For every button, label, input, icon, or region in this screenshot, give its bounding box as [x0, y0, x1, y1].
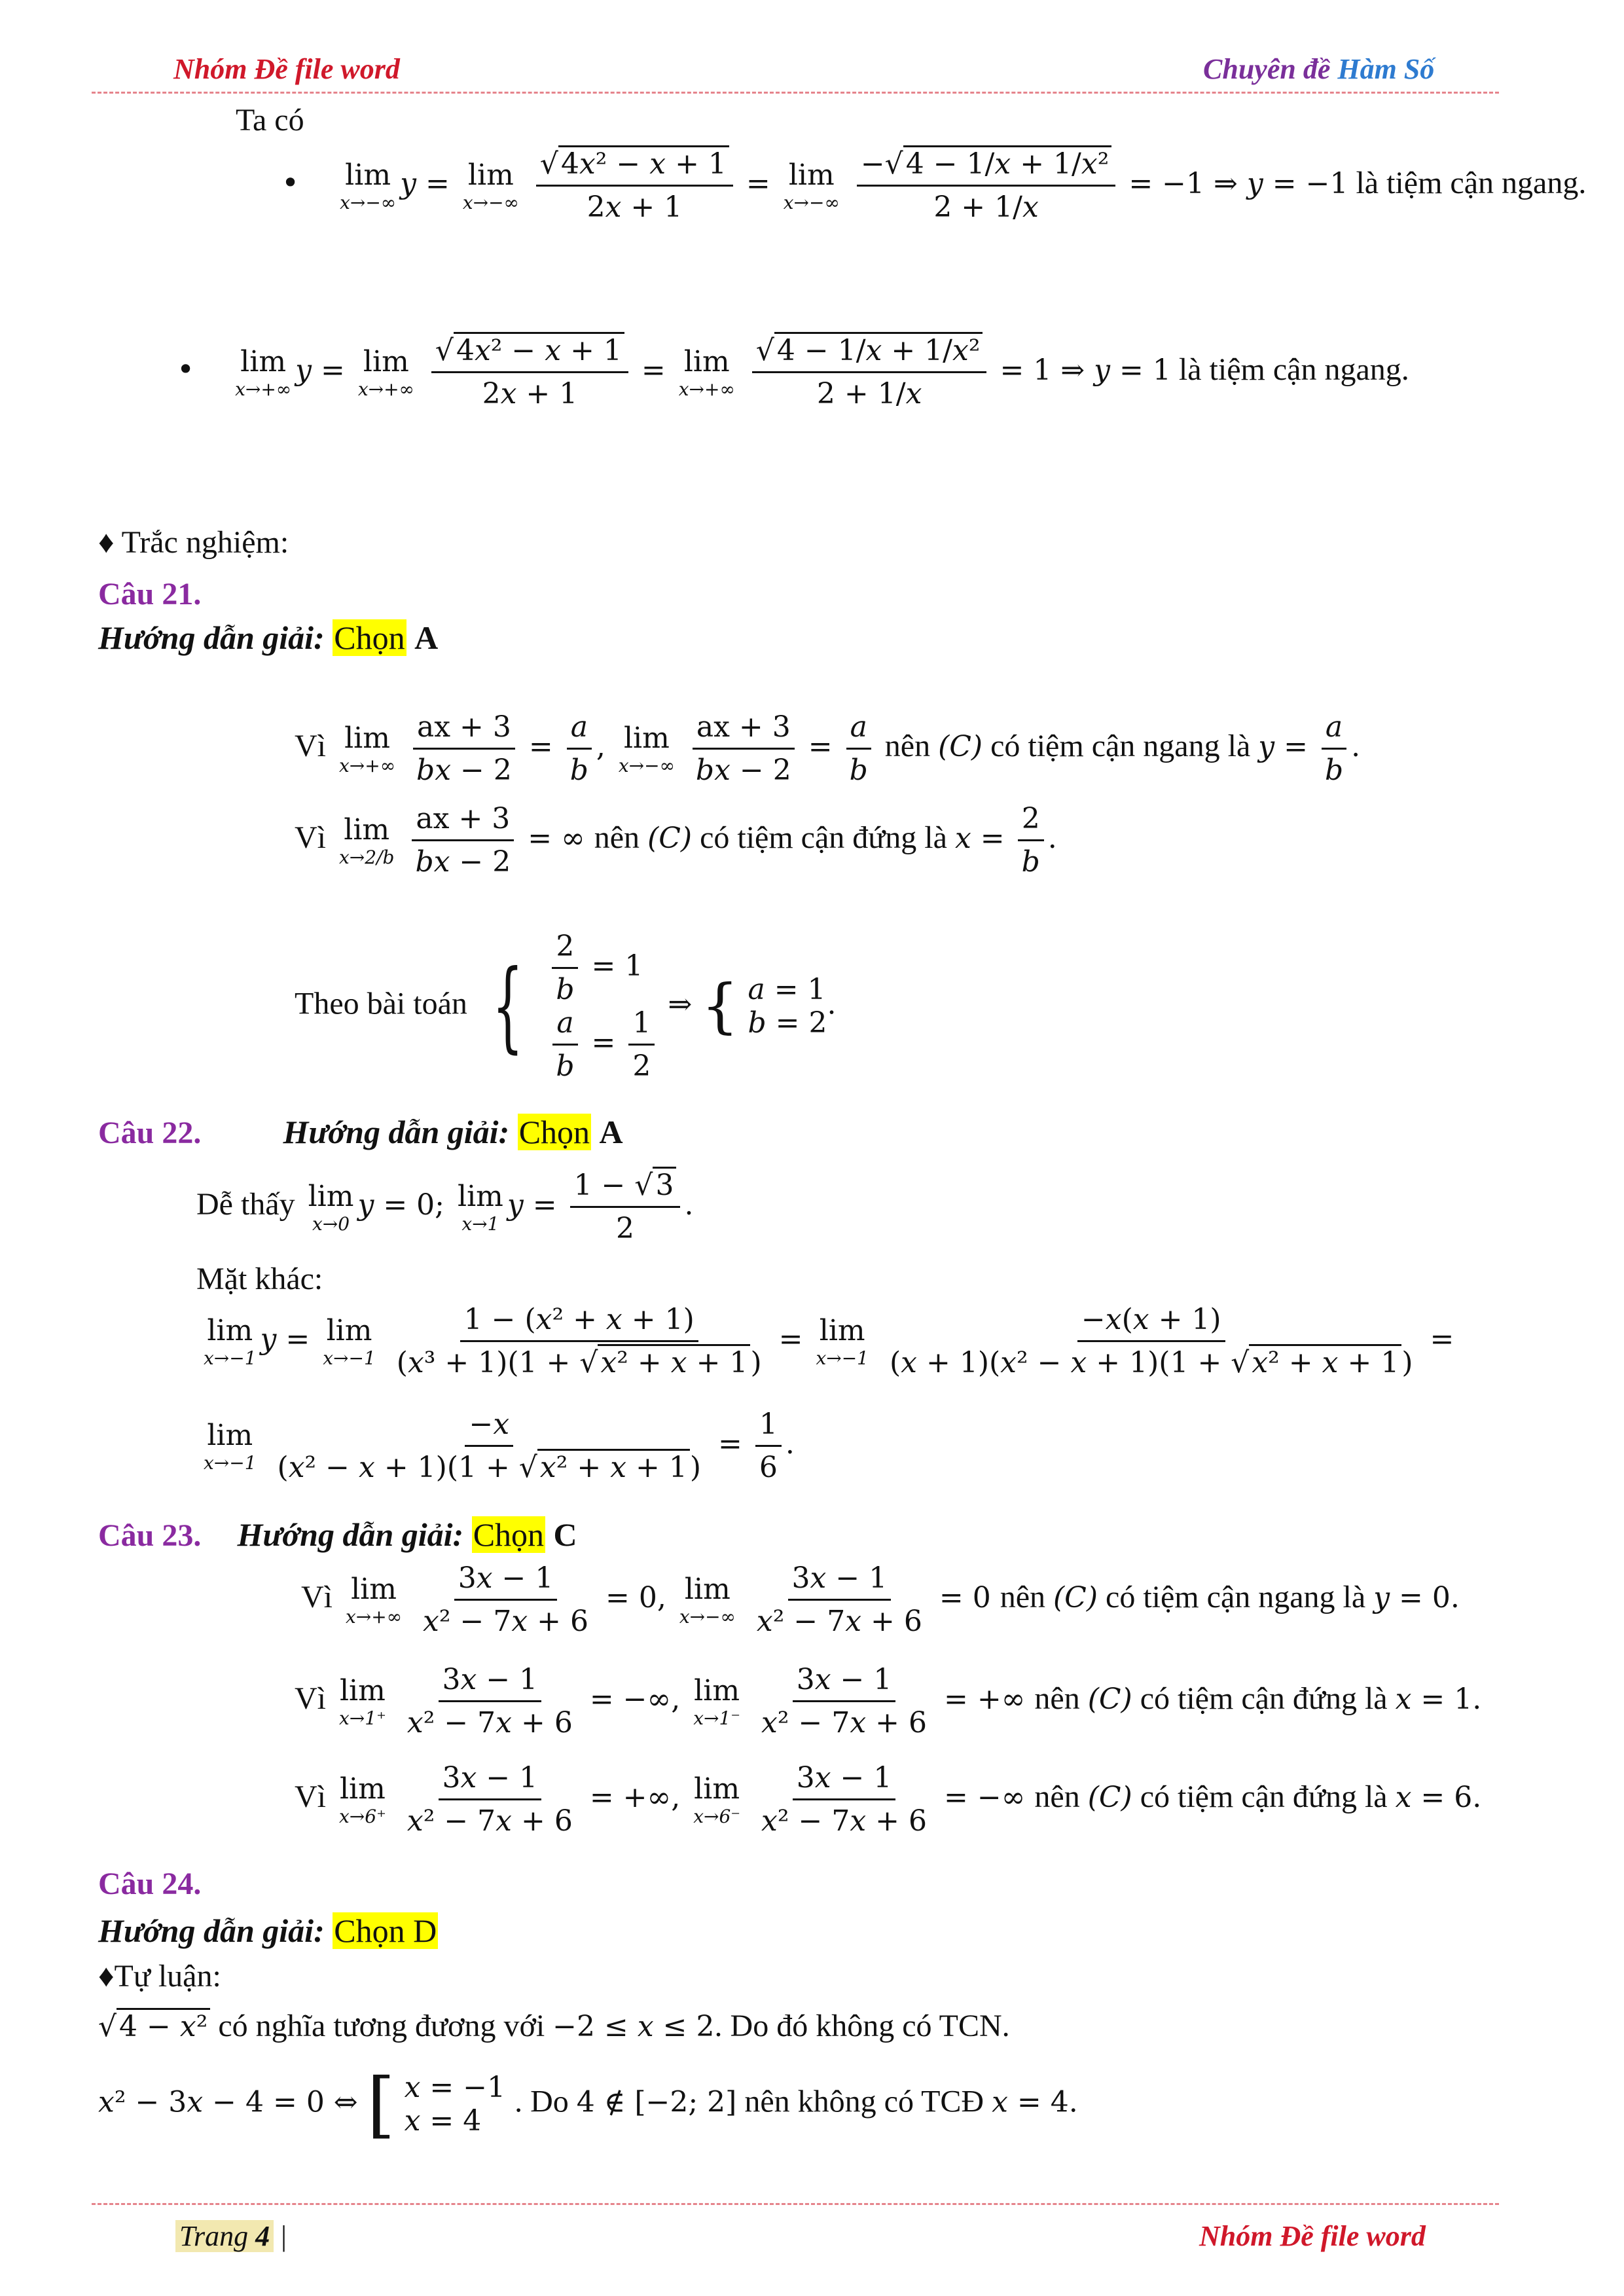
q24-tuluan: ♦Tự luận: [98, 1959, 221, 1994]
section-trac-nghiem: ♦ Trắc nghiệm: [98, 525, 289, 560]
header-right: Chuyên đề Hàm Số [1203, 53, 1435, 85]
q22-line4: lim x→−1 $\frac{-x}{\text{(x² − x + 1)(1 + √x² + x + 1)}}$ = $\frac{1}{6}$ . [204, 1408, 795, 1484]
header-left: Nhóm Đề file word [173, 53, 400, 85]
footer-left: Trang 4 | [175, 2219, 287, 2253]
q21-guide: Hướng dẫn giải: Chọn A [98, 619, 439, 656]
q21-label: Câu 21. [98, 577, 202, 611]
intro-text: Ta có [236, 103, 304, 137]
header-divider [92, 92, 1499, 94]
bullet1-formula: • lim x→−∞ y = lim x→−∞ $\frac{\text{√4x² − x + 1}}{2x + 1}$ = lim x→−∞ $\frac{\text{−√4 − 1/x + 1/x²}}{2 + 1/x}$ = −1 ⇒ y = −1 là tiệm cận ngang. [281, 147, 1586, 224]
q21-line2: Vì lim x→2/b $\frac{ax + 3}{bx - 2}$ = ∞ nên (C) có tiệm cận đứng là x = $\frac{2}{b}$ . [295, 802, 1057, 879]
q22-line3: lim x→−1 y = lim x→−1 $\frac{\text{1 − (x² + x + 1)}}{\text{(x³ + 1)(1 + √x² + x + 1)}}$ = lim x→−1 $\frac{-x(x + 1)}{\text{(x + 1)(x² − x + 1)(1 + √x² + x + 1)}}$ = [204, 1303, 1454, 1379]
q24-line2: x² − 3x − 4 = 0 ⇔ [ x = −1 x = 4 . Do 4 ∉ [−2; 2] nên không có TCĐ x = 4. [98, 2062, 1078, 2146]
q21-line1: Vì lim x→+∞ $\frac{ax + 3}{bx - 2}$ = $\frac{a}{b}$ , lim x→−∞ $\frac{ax + 3}{bx - 2}$ = $\frac{a}{b}$ nên (C) có tiệm cận ngang là y = $\frac{a}{b}$ . [295, 710, 1361, 787]
q23-line1: Vì lim x→+∞ $\frac{3x - 1}{\text{x² − 7x + 6}}$ = 0, lim x→−∞ $\frac{3x - 1}{\text{x² − 7x + 6}}$ = 0 nên (C) có tiệm cận ngang là y = 0. [301, 1561, 1460, 1638]
q22-line1: Dễ thấy lim x→0 y = 0; lim x→1 y = $\frac{1 - √3}{2}$ . [196, 1169, 693, 1245]
footer-right: Nhóm Đề file word [1199, 2220, 1426, 2252]
bullet2-formula: • lim x→+∞ y = lim x→+∞ $\frac{\text{√4x² − x + 1}}{2x + 1}$ = lim x→+∞ $\frac{\text{√4 − 1/x + 1/x²}}{2 + 1/x}$ = 1 ⇒ y = 1 là tiệm cận ngang. [177, 334, 1409, 410]
q23-line3: Vì lim x→6⁺ $\frac{3x - 1}{\text{x² − 7x + 6}}$ = +∞, lim x→6⁻ $\frac{3x - 1}{\text{x² − 7x + 6}}$ = −∞ nên (C) có tiệm cận đứng là x = 6. [295, 1761, 1482, 1838]
q23-header: Câu 23. Hướng dẫn giải: Chọn C [98, 1516, 577, 1553]
q24-label: Câu 24. [98, 1867, 202, 1901]
q21-line3: Theo bài toán { $\frac{2}{b}$ = 1 $\frac{a}{b}$ = $\frac{1}{2}$ ⇒ { a = 1 b = 2 . [295, 930, 837, 1083]
q22-line2: Mặt khác: [196, 1262, 323, 1296]
q24-guide: Hướng dẫn giải: Chọn D [98, 1912, 437, 1949]
q22-header: Câu 22. Hướng dẫn giải: Chọn A [98, 1114, 623, 1150]
footer-divider [92, 2203, 1499, 2205]
q24-line1: √4 − x² có nghĩa tương đương với −2 ≤ x ≤ 2. Do đó không có TCN. [98, 2009, 1010, 2043]
q23-line2: Vì lim x→1⁺ $\frac{3x - 1}{\text{x² − 7x + 6}}$ = −∞, lim x→1⁻ $\frac{3x - 1}{\text{x² − 7x + 6}}$ = +∞ nên (C) có tiệm cận đứng là x = 1. [295, 1663, 1482, 1740]
